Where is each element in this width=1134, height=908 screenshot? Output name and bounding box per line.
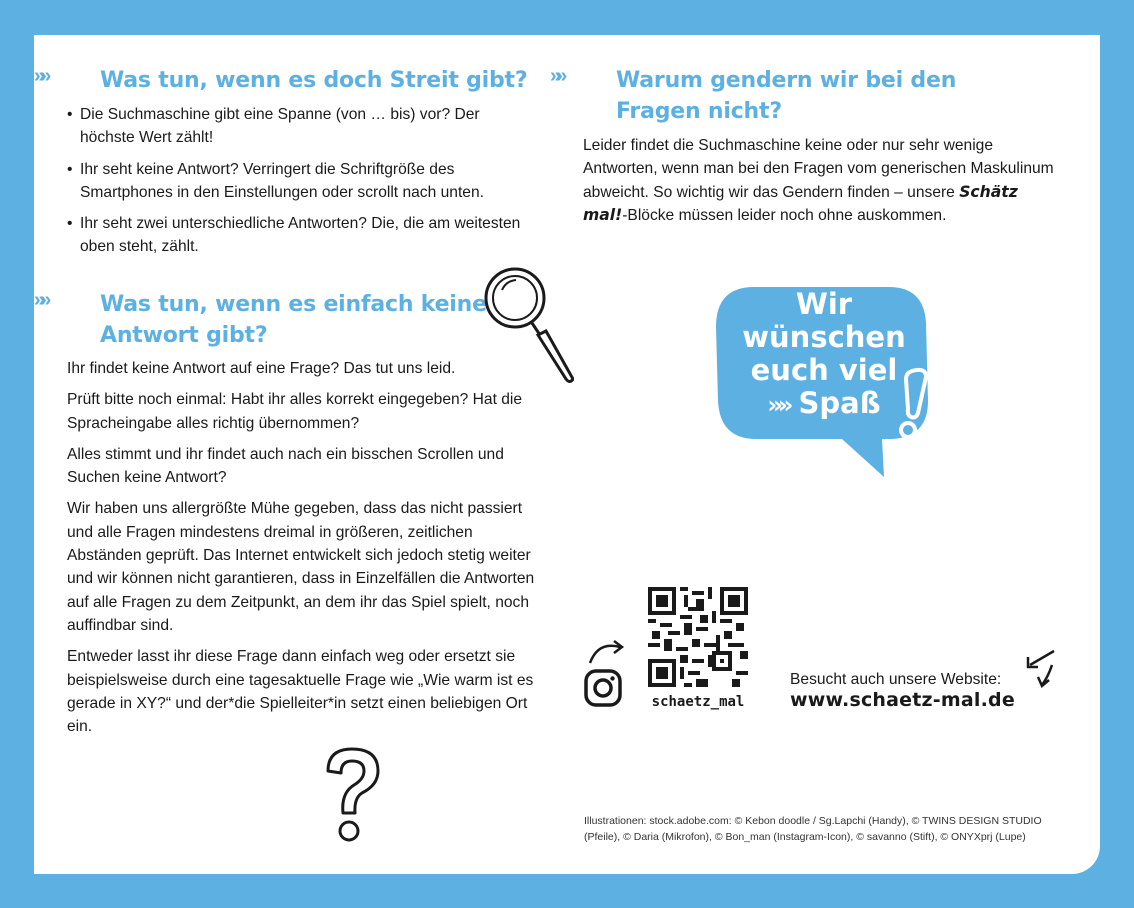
- section-keine-antwort: [34, 289, 490, 351]
- bubble-message: Wir wünschen euch viel »» Spaß: [742, 287, 906, 420]
- instagram-handle: schaetz_mal: [651, 694, 745, 710]
- page-sheet: [34, 35, 1100, 874]
- gendern-body: Leider findet die Suchmaschine keine oder nur sehr wenige Antworten, wenn man bei den Fragen vom generischen Maskulinum abweicht. So wichtig wir das Gendern finden – unsere Schätz mal!-Blöcke müssen leider noch ohne auskommen.: [583, 137, 1054, 224]
- streit-list: [67, 103, 537, 267]
- qr-code[interactable]: [648, 587, 748, 687]
- paragraph: Alles stimmt und ihr findet auch nach ein bisschen Scrollen und Suchen keine Antwort?: [67, 445, 504, 487]
- magnifier-icon: [482, 263, 574, 385]
- website-label: Besucht auch unsere Website:: [790, 671, 1002, 688]
- section-title: Was tun, wenn es doch Streit gibt?: [100, 68, 528, 93]
- chevron-icon: »»: [34, 65, 47, 87]
- section-gendern: [550, 65, 996, 127]
- list-item: • Ihr seht keine Antwort? Verringert die Schriftgröße des Smartphones in den Einstellungen oder scrollt nach unten.: [67, 158, 537, 205]
- brand-name: Schätz mal!: [583, 182, 1018, 224]
- paragraph: Ihr findet keine Antwort auf eine Frage? Das tut uns leid.: [67, 360, 456, 377]
- exclamation-icon: [896, 367, 932, 439]
- list-item: • Die Suchmaschine gibt eine Spanne (von … bis) vor? Der höchste Wert zählt!: [67, 103, 537, 150]
- question-mark-icon: [322, 745, 384, 845]
- list-item: • Ihr seht zwei unterschiedliche Antworten? Die, die am weitesten oben steht, zählt.: [67, 212, 537, 259]
- keine-antwort-body: [67, 357, 541, 746]
- section-streit: [34, 65, 570, 96]
- paragraph: Prüft bitte noch einmal: Habt ihr alles korrekt eingegeben? Hat die Spracheingabe alles richtig übernommen?: [67, 391, 523, 432]
- section-title: Was tun, wenn es einfach keine Antwort gibt?: [100, 292, 487, 348]
- chevron-icon: »»: [550, 65, 563, 87]
- website-link[interactable]: www.schaetz-mal.de: [790, 689, 1015, 711]
- arrows-icon: [1022, 647, 1062, 691]
- paragraph: Wir haben uns allergrößte Mühe gegeben, dass das nicht passiert und alle Fragen mindestens dreimal in größeren, zeitlichen Abständen geprüft. Das Internet entwickelt sich jedoch stetig weiter und wir können nicht garantieren, dass in Einzelfällen die Antworten auf alle Fragen zu dem Zeitpunkt, an dem ihr das Spiel spielt, noch auffindbar sind.: [67, 500, 535, 634]
- section-title: Warum gendern wir bei den Fragen nicht?: [616, 68, 957, 124]
- paragraph: Entweder lasst ihr diese Frage dann einfach weg oder ersetzt sie beispielsweise durch eine tagesaktuelle Frage wie „Wie warm ist es gerade in XY?“ und der*die Spielleiter*in setzt einen beliebigen Ort ein.: [67, 648, 534, 736]
- curved-arrow-icon: [586, 637, 628, 667]
- illustration-credits: Illustrationen: stock.adobe.com: © Kebon doodle / Sg.Lapchi (Handy), © TWINS DESIGN STUDIO (Pfeile), © Daria (Mikrofon), © Bon_man (Instagram-Icon), © savanno (Stift), © ONYXprj (Lupe): [584, 815, 1042, 843]
- chevron-icon: »»: [34, 289, 47, 311]
- chevron-icon: »»: [767, 391, 789, 419]
- instagram-icon[interactable]: [584, 669, 622, 707]
